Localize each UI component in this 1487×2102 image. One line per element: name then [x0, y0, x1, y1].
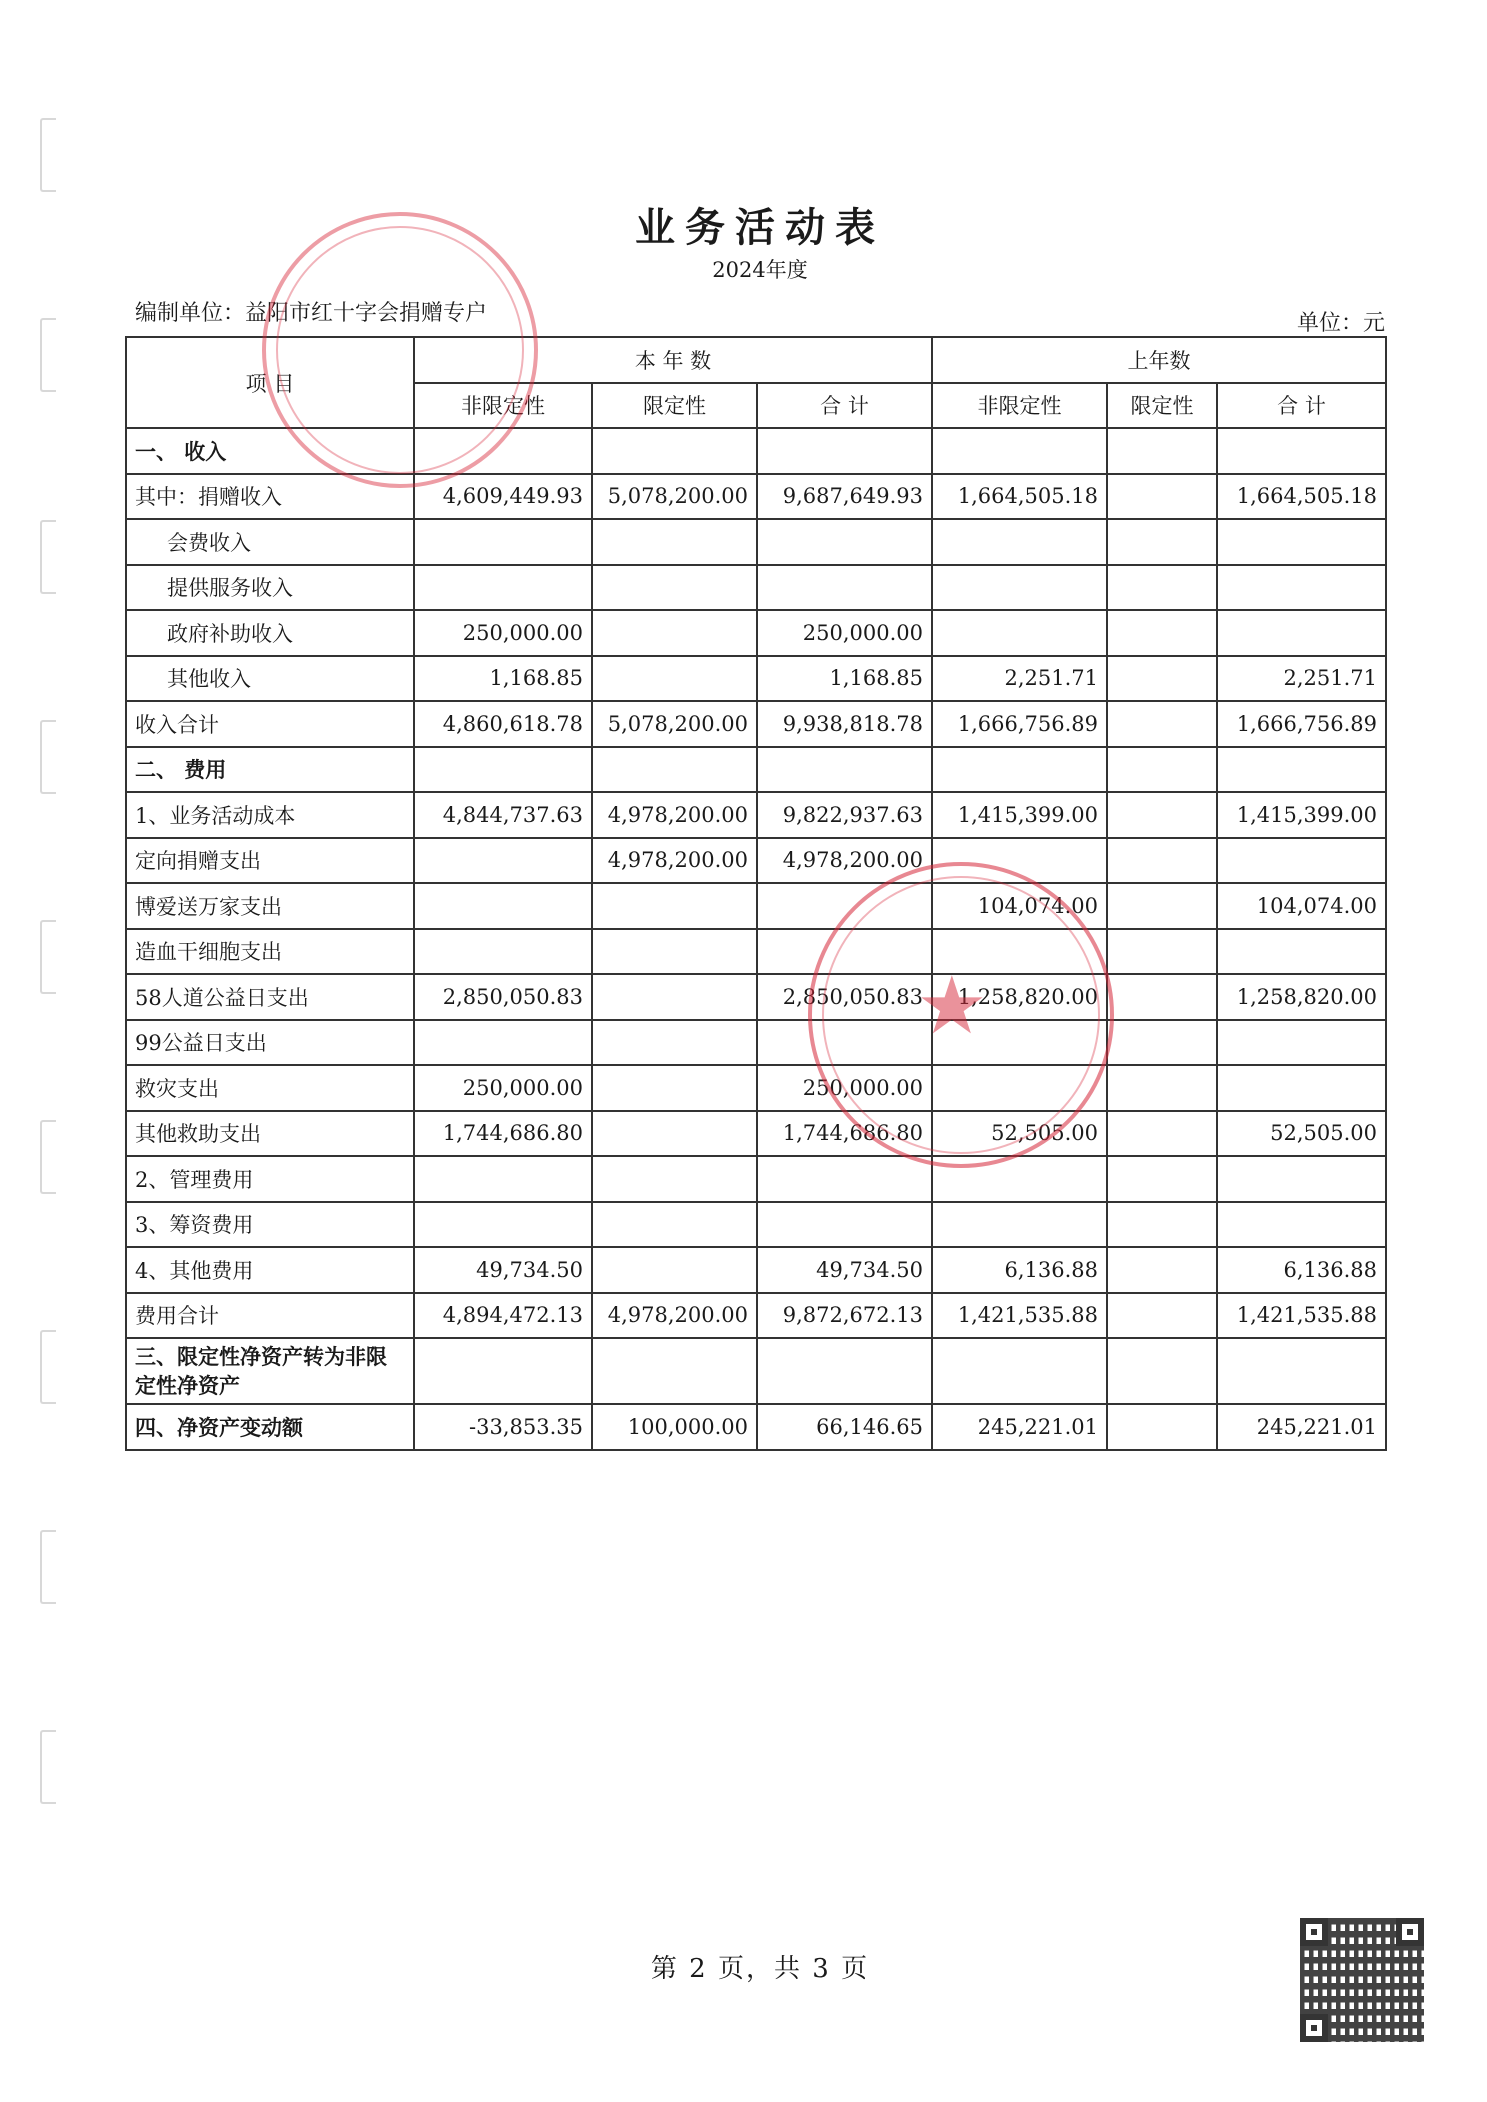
- cell-c3: 49,734.50: [757, 1247, 932, 1293]
- binder-mark: [40, 720, 56, 794]
- cell-p1: [932, 1156, 1107, 1202]
- table-row: [126, 883, 1386, 929]
- cell-c1: [414, 1202, 592, 1248]
- cell-c1: 4,894,472.13: [414, 1293, 592, 1339]
- cell-c3: 66,146.65: [757, 1404, 932, 1450]
- table-row: [126, 474, 1386, 520]
- cell-c2: [592, 1111, 757, 1157]
- cell-p2: [1107, 1065, 1217, 1111]
- cell-c1: 1,168.85: [414, 656, 592, 702]
- cell-p1: [932, 1065, 1107, 1111]
- cell-p3: [1217, 565, 1386, 611]
- table-row: [126, 428, 1386, 474]
- cell-c1: 4,860,618.78: [414, 701, 592, 747]
- cell-c2: [592, 1247, 757, 1293]
- row-label: 99公益日支出: [126, 1020, 414, 1066]
- cell-p3: [1217, 610, 1386, 656]
- cell-p3: 1,258,820.00: [1217, 974, 1386, 1020]
- row-label: 58人道公益日支出: [126, 974, 414, 1020]
- cell-c1: [414, 747, 592, 793]
- cell-c1: [414, 428, 592, 474]
- header-prior-restricted: 限定性: [1107, 383, 1217, 429]
- cell-p2: [1107, 656, 1217, 702]
- cell-p3: 2,251.71: [1217, 656, 1386, 702]
- table-row: [126, 974, 1386, 1020]
- header-item: 项 目: [126, 337, 414, 428]
- cell-c3: [757, 1156, 932, 1202]
- cell-c2: [592, 974, 757, 1020]
- cell-c1: 4,844,737.63: [414, 792, 592, 838]
- cell-p1: 6,136.88: [932, 1247, 1107, 1293]
- cell-c3: 9,822,937.63: [757, 792, 932, 838]
- cell-p3: [1217, 838, 1386, 884]
- cell-p3: [1217, 519, 1386, 565]
- header-row-top: [126, 337, 1386, 383]
- cell-c1: [414, 519, 592, 565]
- table-row: [126, 610, 1386, 656]
- cell-c1: 1,744,686.80: [414, 1111, 592, 1157]
- cell-p2: [1107, 1020, 1217, 1066]
- table-row: [126, 565, 1386, 611]
- cell-c1: [414, 1338, 592, 1404]
- table-row: [126, 747, 1386, 793]
- cell-c2: [592, 747, 757, 793]
- header-prior-total: 合 计: [1217, 383, 1386, 429]
- cell-c2: [592, 656, 757, 702]
- cell-c3: 1,168.85: [757, 656, 932, 702]
- cell-p3: [1217, 747, 1386, 793]
- table-row: [126, 1338, 1386, 1404]
- cell-c3: [757, 1338, 932, 1404]
- cell-p3: 1,666,756.89: [1217, 701, 1386, 747]
- row-label: 1、业务活动成本: [126, 792, 414, 838]
- cell-p1: [932, 1338, 1107, 1404]
- cell-p2: [1107, 1247, 1217, 1293]
- header-current-restricted: 限定性: [592, 383, 757, 429]
- row-label: 其中：捐赠收入: [126, 474, 414, 520]
- cell-p3: 52,505.00: [1217, 1111, 1386, 1157]
- cell-c1: [414, 929, 592, 975]
- cell-p1: 1,258,820.00: [932, 974, 1107, 1020]
- row-label: 三、限定性净资产转为非限定性净资产: [126, 1338, 414, 1404]
- cell-p1: 52,505.00: [932, 1111, 1107, 1157]
- binder-mark: [40, 920, 56, 994]
- cell-p1: [932, 1202, 1107, 1248]
- cell-c1: [414, 1020, 592, 1066]
- table-row: [126, 929, 1386, 975]
- cell-c1: 2,850,050.83: [414, 974, 592, 1020]
- cell-c2: 5,078,200.00: [592, 701, 757, 747]
- cell-c1: [414, 883, 592, 929]
- binder-mark: [40, 118, 56, 192]
- cell-p2: [1107, 610, 1217, 656]
- cell-p1: [932, 838, 1107, 884]
- cell-c3: 9,938,818.78: [757, 701, 932, 747]
- cell-p1: 245,221.01: [932, 1404, 1107, 1450]
- binder-mark: [40, 1330, 56, 1404]
- cell-c2: [592, 883, 757, 929]
- cell-p3: [1217, 1338, 1386, 1404]
- cell-c2: [592, 1202, 757, 1248]
- cell-c3: 9,872,672.13: [757, 1293, 932, 1339]
- row-label: 一、 收入: [126, 428, 414, 474]
- header-current-total: 合 计: [757, 383, 932, 429]
- cell-p3: [1217, 1156, 1386, 1202]
- org-label: 编制单位：益阳市红十字会捐赠专户: [135, 301, 488, 326]
- row-label: 费用合计: [126, 1293, 414, 1339]
- cell-p1: [932, 929, 1107, 975]
- header-current-year: 本 年 数: [414, 337, 932, 383]
- row-label: 会费收入: [126, 519, 414, 565]
- row-label: 四、净资产变动额: [126, 1404, 414, 1450]
- cell-p1: 2,251.71: [932, 656, 1107, 702]
- table-row: [126, 1156, 1386, 1202]
- cell-p1: [932, 1020, 1107, 1066]
- activity-statement-table: [125, 336, 1387, 1451]
- cell-p3: [1217, 428, 1386, 474]
- cell-p2: [1107, 883, 1217, 929]
- row-label: 3、筹资费用: [126, 1202, 414, 1248]
- cell-p3: [1217, 929, 1386, 975]
- cell-p3: 104,074.00: [1217, 883, 1386, 929]
- table-row: [126, 1404, 1386, 1450]
- cell-c1: -33,853.35: [414, 1404, 592, 1450]
- table-row: [126, 1065, 1386, 1111]
- cell-p3: [1217, 1020, 1386, 1066]
- cell-c1: 250,000.00: [414, 1065, 592, 1111]
- cell-c1: 49,734.50: [414, 1247, 592, 1293]
- cell-c2: [592, 1338, 757, 1404]
- table-row: [126, 1111, 1386, 1157]
- cell-c1: [414, 838, 592, 884]
- cell-c2: 100,000.00: [592, 1404, 757, 1450]
- cell-c1: [414, 565, 592, 611]
- cell-c2: [592, 1065, 757, 1111]
- unit-label: 单位：元: [1296, 311, 1385, 336]
- cell-p2: [1107, 1338, 1217, 1404]
- cell-c1: 250,000.00: [414, 610, 592, 656]
- cell-c3: [757, 929, 932, 975]
- row-label: 博爱送万家支出: [126, 883, 414, 929]
- cell-p2: [1107, 747, 1217, 793]
- cell-p2: [1107, 474, 1217, 520]
- cell-c2: [592, 428, 757, 474]
- table-row: [126, 1293, 1386, 1339]
- cell-p1: [932, 519, 1107, 565]
- cell-p2: [1107, 974, 1217, 1020]
- cell-p2: [1107, 701, 1217, 747]
- cell-p1: [932, 565, 1107, 611]
- cell-p2: [1107, 519, 1217, 565]
- table-row: [126, 838, 1386, 884]
- cell-c3: 250,000.00: [757, 610, 932, 656]
- row-label: 定向捐赠支出: [126, 838, 414, 884]
- cell-p1: 104,074.00: [932, 883, 1107, 929]
- row-label: 造血干细胞支出: [126, 929, 414, 975]
- cell-p2: [1107, 1404, 1217, 1450]
- table-row: [126, 1247, 1386, 1293]
- cell-c2: [592, 929, 757, 975]
- table-row: [126, 792, 1386, 838]
- cell-c2: 4,978,200.00: [592, 1293, 757, 1339]
- row-label: 2、管理费用: [126, 1156, 414, 1202]
- cell-p2: [1107, 1111, 1217, 1157]
- cell-c3: [757, 883, 932, 929]
- cell-p2: [1107, 929, 1217, 975]
- qr-code: [1300, 1918, 1424, 2042]
- cell-c2: [592, 519, 757, 565]
- cell-p3: 1,664,505.18: [1217, 474, 1386, 520]
- cell-c3: [757, 565, 932, 611]
- cell-c3: 2,850,050.83: [757, 974, 932, 1020]
- cell-c2: [592, 1020, 757, 1066]
- cell-p1: [932, 747, 1107, 793]
- cell-c1: [414, 1156, 592, 1202]
- cell-c3: [757, 428, 932, 474]
- cell-c2: [592, 610, 757, 656]
- row-label: 其他收入: [126, 656, 414, 702]
- cell-p2: [1107, 1156, 1217, 1202]
- row-label: 提供服务收入: [126, 565, 414, 611]
- header-prior-unrestricted: 非限定性: [932, 383, 1107, 429]
- cell-c3: 9,687,649.93: [757, 474, 932, 520]
- cell-p1: 1,415,399.00: [932, 792, 1107, 838]
- table-row: [126, 701, 1386, 747]
- cell-c3: [757, 747, 932, 793]
- cell-c3: 250,000.00: [757, 1065, 932, 1111]
- cell-c3: [757, 519, 932, 565]
- cell-p1: [932, 610, 1107, 656]
- header-prior-year: 上年数: [932, 337, 1386, 383]
- table-row: [126, 1202, 1386, 1248]
- cell-p2: [1107, 1202, 1217, 1248]
- cell-p2: [1107, 428, 1217, 474]
- cell-p2: [1107, 565, 1217, 611]
- row-label: 政府补助收入: [126, 610, 414, 656]
- row-label: 其他救助支出: [126, 1111, 414, 1157]
- binder-mark: [40, 1730, 56, 1804]
- binder-mark: [40, 520, 56, 594]
- cell-p1: 1,421,535.88: [932, 1293, 1107, 1339]
- binder-mark: [40, 1120, 56, 1194]
- cell-p3: [1217, 1202, 1386, 1248]
- cell-p3: 1,415,399.00: [1217, 792, 1386, 838]
- cell-c3: [757, 1202, 932, 1248]
- table-row: [126, 1020, 1386, 1066]
- row-label: 救灾支出: [126, 1065, 414, 1111]
- header-current-unrestricted: 非限定性: [414, 383, 592, 429]
- cell-p3: [1217, 1065, 1386, 1111]
- table-row: [126, 656, 1386, 702]
- cell-p2: [1107, 838, 1217, 884]
- row-label: 4、其他费用: [126, 1247, 414, 1293]
- cell-c2: 4,978,200.00: [592, 792, 757, 838]
- binder-mark: [40, 1530, 56, 1604]
- cell-c3: [757, 1020, 932, 1066]
- cell-c3: 1,744,686.80: [757, 1111, 932, 1157]
- cell-p3: 6,136.88: [1217, 1247, 1386, 1293]
- cell-c3: 4,978,200.00: [757, 838, 932, 884]
- cell-p1: [932, 428, 1107, 474]
- cell-p1: 1,666,756.89: [932, 701, 1107, 747]
- row-label: 收入合计: [126, 701, 414, 747]
- row-label: 二、 费用: [126, 747, 414, 793]
- table-body: [126, 428, 1386, 1450]
- cell-c2: 5,078,200.00: [592, 474, 757, 520]
- binder-mark: [40, 318, 56, 392]
- cell-c2: 4,978,200.00: [592, 838, 757, 884]
- page-title: 业务活动表: [635, 204, 885, 251]
- cell-p2: [1107, 792, 1217, 838]
- cell-c1: 4,609,449.93: [414, 474, 592, 520]
- page-footer: 第 2 页，共 3 页: [650, 1954, 870, 1984]
- report-year: 2024年度: [712, 258, 808, 282]
- cell-p1: 1,664,505.18: [932, 474, 1107, 520]
- table-row: [126, 519, 1386, 565]
- cell-c2: [592, 1156, 757, 1202]
- cell-p2: [1107, 1293, 1217, 1339]
- cell-c2: [592, 565, 757, 611]
- cell-p3: 1,421,535.88: [1217, 1293, 1386, 1339]
- cell-p3: 245,221.01: [1217, 1404, 1386, 1450]
- star-icon: ★: [916, 959, 988, 1052]
